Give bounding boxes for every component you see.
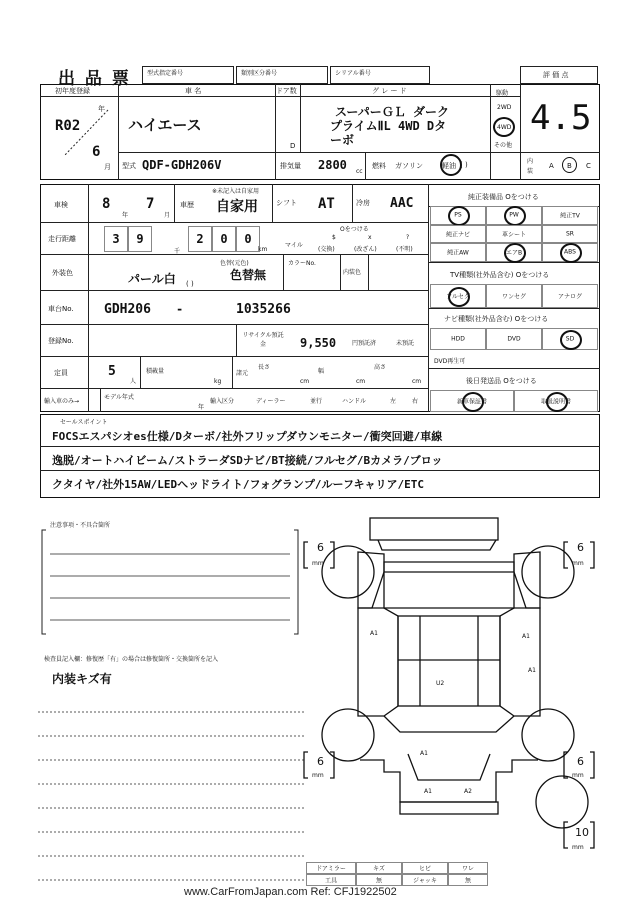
color-change-label: 色替(元色) [220, 260, 249, 267]
later-title: 後日発送品 Oをつける [466, 377, 537, 385]
grade-label: グ レ ー ド [372, 87, 407, 95]
drive-4wd-circle [493, 117, 515, 137]
interior-color-label: 内装色 [343, 269, 362, 276]
inspection-label: 車検 [54, 201, 68, 209]
meter-x-mark: x [368, 234, 372, 241]
fuel-other: ( ) [460, 161, 468, 169]
grade-line2: プライムⅡL 4WD Dタ [330, 119, 447, 133]
nav-item-label: DVD [507, 335, 521, 343]
score-value: 4.5 [530, 98, 592, 138]
tv-item-label: ワンセグ [501, 293, 526, 301]
width-unit: cm [356, 378, 366, 385]
mileage-digit [212, 226, 236, 252]
interior-label-1: 内 [527, 158, 534, 165]
color-change-paren: ( ) [186, 280, 194, 288]
legend-value-label: 無 [375, 877, 382, 885]
grade-line1: スーパーＧＬ ダーク [335, 105, 450, 119]
tire-rear-right-depth: 6 [577, 755, 584, 768]
shift-label: シフト [276, 199, 297, 207]
model-value: QDF-GDH206V [142, 158, 222, 172]
tv-item-label: アナログ [557, 293, 582, 301]
nav-item-circle [560, 330, 582, 350]
capacity-label: 定員 [54, 369, 68, 377]
equipment-item-label: 純正ナビ [445, 231, 470, 239]
handle-label: ハンドル [342, 398, 367, 405]
inspection-month: 7 [146, 196, 155, 212]
drive-label: 駆動 [496, 90, 509, 97]
legend-header-label: ヒビ [418, 865, 431, 873]
mileage-digit-label: 0 [244, 232, 252, 246]
interior-label-2: 装 [527, 168, 534, 175]
mileage-unit: km [258, 246, 268, 253]
sales-points-label: セールスポイント [60, 419, 108, 426]
damage-mark: U2 [436, 680, 445, 687]
equipment-item-circle [560, 243, 582, 263]
height-label: 高さ [374, 364, 387, 371]
doors-label: ドア数 [276, 87, 297, 95]
mileage-digit-label: 9 [136, 232, 144, 246]
meter-swap: (交換) [318, 246, 335, 253]
equipment-item-circle [504, 243, 526, 263]
legend-value [306, 874, 356, 886]
first-reg-era: R02 [55, 118, 81, 134]
recycle-unit: 円預託済 [352, 340, 377, 347]
displacement-value: 2800 [318, 158, 347, 172]
meter-tamper: (改ざん) [354, 246, 377, 253]
recycle-label: リサイクル預託金 [242, 332, 284, 348]
load-unit: kg [214, 378, 222, 385]
doors-suffix: D [290, 142, 296, 150]
later-item [430, 390, 514, 412]
fuel-label: 燃料 [372, 162, 386, 170]
legend-header-label: ワレ [461, 865, 474, 873]
equipment-item-label: 純正AW [447, 249, 469, 257]
equipment-item-label: ABS [564, 248, 576, 256]
damage-mark: A1 [370, 630, 378, 637]
equipment-item [430, 206, 486, 225]
ac-label: 冷房 [356, 199, 370, 207]
sales-point-line-3: クタイヤ/社外15AW/LEDヘッドライト/フォグランプ/ルーフキャリア/ETC [52, 478, 425, 491]
mileage-digit [104, 226, 128, 252]
later-item-circle [462, 392, 484, 412]
color-change-value: 色替無 [230, 268, 267, 282]
fuel-gasoline: ガソリン [395, 162, 423, 170]
mileage-digit [188, 226, 212, 252]
equipment-title: 純正装備品 Oをつける [468, 193, 539, 201]
equipment-item [542, 225, 598, 244]
month-unit: 月 [104, 163, 111, 171]
damage-mark: A1 [522, 633, 530, 640]
import-dealer: ディーラー [256, 398, 286, 405]
equipment-item [430, 225, 486, 244]
damage-mark: A1 [420, 750, 428, 757]
tv-item [486, 284, 542, 308]
year-unit: 年 [98, 105, 105, 113]
legend-value-label: 工具 [324, 877, 337, 885]
equipment-item-label: PS [454, 211, 462, 219]
equipment-item [486, 206, 542, 225]
equipment-item-label: PW [509, 211, 519, 219]
chassis-dash: - [176, 302, 184, 316]
length-unit: cm [300, 378, 310, 385]
car-name-label: 車 名 [185, 87, 202, 95]
tire-front-right-unit: mm [572, 560, 584, 567]
tire-front-left-depth: 6 [317, 541, 324, 554]
interior-grade-b-circle [562, 157, 577, 173]
equipment-item-circle [448, 206, 470, 226]
notes-label: 注意事項・不具合箇所 [50, 522, 111, 529]
tv-title: TV種類(社外品含む) Oをつける [450, 271, 550, 279]
chassis-model: GDH206 [104, 302, 151, 317]
mileage-digit-label: 3 [112, 232, 120, 246]
nav-item [430, 328, 486, 350]
nav-item [542, 328, 598, 350]
rating-header [520, 66, 598, 84]
dvd-label: DVD再生可 [434, 358, 466, 365]
sales-point-line-1: FOCSエスパシオes仕様/Dターボ/社外フリップダウンモニター/衝突回避/車線 [52, 430, 443, 443]
damage-mark: A1 [528, 667, 536, 674]
tire-rear-left-unit: mm [312, 772, 324, 779]
interior-grade-c: C [586, 162, 591, 170]
dims-label: 諸元 [236, 370, 249, 377]
model-label: 型式 [122, 162, 136, 170]
legend-value [448, 874, 488, 886]
equipment-item-label: エアB [505, 249, 523, 257]
type-cert-box [142, 66, 234, 84]
registration-label: 登録No. [48, 337, 74, 345]
class-label: 類別区分番号 [241, 70, 278, 77]
interior-grade-b: B [567, 162, 572, 170]
capacity-value: 5 [108, 364, 116, 379]
nav-item [486, 328, 542, 350]
tv-item-circle [448, 287, 470, 307]
width-label: 幅 [318, 368, 325, 375]
chassis-label: 車台No. [48, 305, 74, 313]
mileage-digit [236, 226, 260, 252]
equipment-item-label: 純正TV [560, 212, 580, 220]
legend-header [356, 862, 402, 874]
tv-item [430, 284, 486, 308]
legend-header-label: キズ [373, 865, 385, 873]
notes-bracket [40, 528, 302, 638]
damage-mark: A2 [464, 788, 472, 795]
legend-value [356, 874, 402, 886]
equipment-item-label: 革シート [501, 231, 526, 239]
mileage-digit-label: 2 [196, 232, 204, 246]
drive-2wd: 2WD [497, 104, 512, 111]
legend-header [306, 862, 356, 874]
mileage-digit [128, 226, 152, 252]
height-unit: cm [412, 378, 422, 385]
sheet-title: 出 品 票 [58, 69, 131, 89]
first-reg-label: 初年度登録 [55, 87, 90, 95]
fuel-diesel: 軽油 [442, 162, 456, 170]
spare-tire-depth: 10 [575, 826, 589, 839]
equipment-item [486, 225, 542, 244]
tv-item-label: フルセグ [446, 293, 470, 301]
class-box [236, 66, 328, 84]
inspector-lines [38, 688, 308, 888]
load-label: 積載量 [146, 368, 165, 375]
exterior-color-label: 外装色 [52, 269, 73, 277]
recycle-pending: 未預託 [396, 340, 415, 347]
fuel-diesel-circle [440, 154, 462, 176]
tv-item [542, 284, 598, 308]
ac-value: AAC [390, 196, 414, 211]
tire-front-left-unit: mm [312, 560, 324, 567]
watermark: www.CarFromJapan.com Ref: CFJ1922502 [184, 886, 397, 898]
slash-divider [60, 108, 110, 158]
recycle-value: 9,550 [300, 336, 337, 350]
rating-label: 評 価 点 [543, 71, 569, 79]
mileage-thousand: 千 [174, 248, 181, 255]
meter-circle-note: Oをつける [340, 226, 369, 233]
drive-other: その他 [494, 142, 513, 149]
grade-line3: ーボ [330, 133, 355, 147]
interior-grade-a: A [549, 162, 554, 170]
tire-front-right-depth: 6 [577, 541, 584, 554]
length-label: 長さ [258, 364, 271, 371]
handle-left: 左 [390, 398, 397, 405]
mile-label: マイル [285, 242, 303, 249]
later-item-label: 取扱説明書 [540, 398, 571, 406]
later-item-label: 新車保証書 [456, 398, 487, 406]
meter-unknown: (不明) [396, 246, 413, 253]
later-item [514, 390, 598, 412]
drive-4wd: 4WD [497, 124, 512, 131]
equipment-item [542, 206, 598, 225]
import-label: 輸入車のみ→ [44, 398, 80, 405]
exterior-color-value: パール白 [128, 272, 176, 286]
equipment-item [542, 243, 598, 262]
meter-q-mark: ? [406, 234, 410, 241]
tire-rear-left-depth: 6 [317, 755, 324, 768]
history-value: 自家用 [216, 199, 258, 215]
mileage-label: 走行距離 [48, 235, 76, 243]
displacement-unit: cc [356, 168, 363, 175]
legend-header [402, 862, 448, 874]
import-class-label: 輸入区分 [210, 398, 235, 405]
car-damage-diagram [300, 510, 610, 860]
legend-value-label: ジャッキ [413, 877, 437, 885]
inspection-month-unit: 月 [164, 212, 171, 219]
history-label: 車歴 [180, 201, 194, 209]
sales-point-line-2: 逸脱/オートハイビーム/ストラーダSDナビ/BT接続/フルセグ/Bカメラ/ブロッ [52, 454, 443, 467]
legend-value-label: 無 [464, 877, 471, 885]
serial-label: シリアル番号 [335, 70, 371, 77]
nav-item-label: HDD [451, 335, 465, 343]
tire-rear-right-unit: mm [572, 772, 584, 779]
legend-value [402, 874, 448, 886]
serial-box [330, 66, 430, 84]
model-year-unit: 年 [198, 404, 205, 411]
equipment-item-label: SR [566, 230, 574, 238]
import-parallel: 並行 [310, 398, 323, 405]
color-code-label: カラーNo. [288, 260, 316, 267]
inspection-year-unit: 年 [122, 212, 129, 219]
handle-right: 右 [412, 398, 419, 405]
shift-value: AT [318, 196, 335, 212]
displacement-label: 排気量 [280, 162, 301, 170]
legend-header-label: ドアミラー [316, 865, 346, 873]
nav-title: ナビ種類(社外品含む) Oをつける [444, 315, 549, 323]
mileage-digit-label: 0 [220, 232, 228, 246]
capacity-unit: 人 [130, 378, 137, 385]
type-cert-label: 型式指定番号 [147, 70, 184, 77]
first-reg-month: 6 [92, 144, 101, 160]
model-year-label: モデル年式 [104, 394, 134, 401]
later-item-circle [546, 392, 568, 412]
history-note: ※未記入は自家用 [212, 188, 260, 195]
equipment-item [430, 243, 486, 262]
meter-s-mark: $ [332, 234, 336, 241]
chassis-serial: 1035266 [236, 302, 291, 317]
equipment-item-circle [504, 206, 526, 226]
inspection-year: 8 [102, 196, 111, 212]
inspector-label: 検査員記入欄：修復歴「有」の場合は修復箇所・交換箇所を記入 [44, 656, 219, 663]
legend-header [448, 862, 488, 874]
spare-tire-unit: mm [572, 844, 584, 851]
inspector-note: 内装キズ有 [52, 672, 112, 686]
damage-mark: A1 [424, 788, 432, 795]
car-name: ハイエース [128, 116, 202, 134]
equipment-item [486, 243, 542, 262]
nav-item-label: SD [565, 335, 575, 343]
